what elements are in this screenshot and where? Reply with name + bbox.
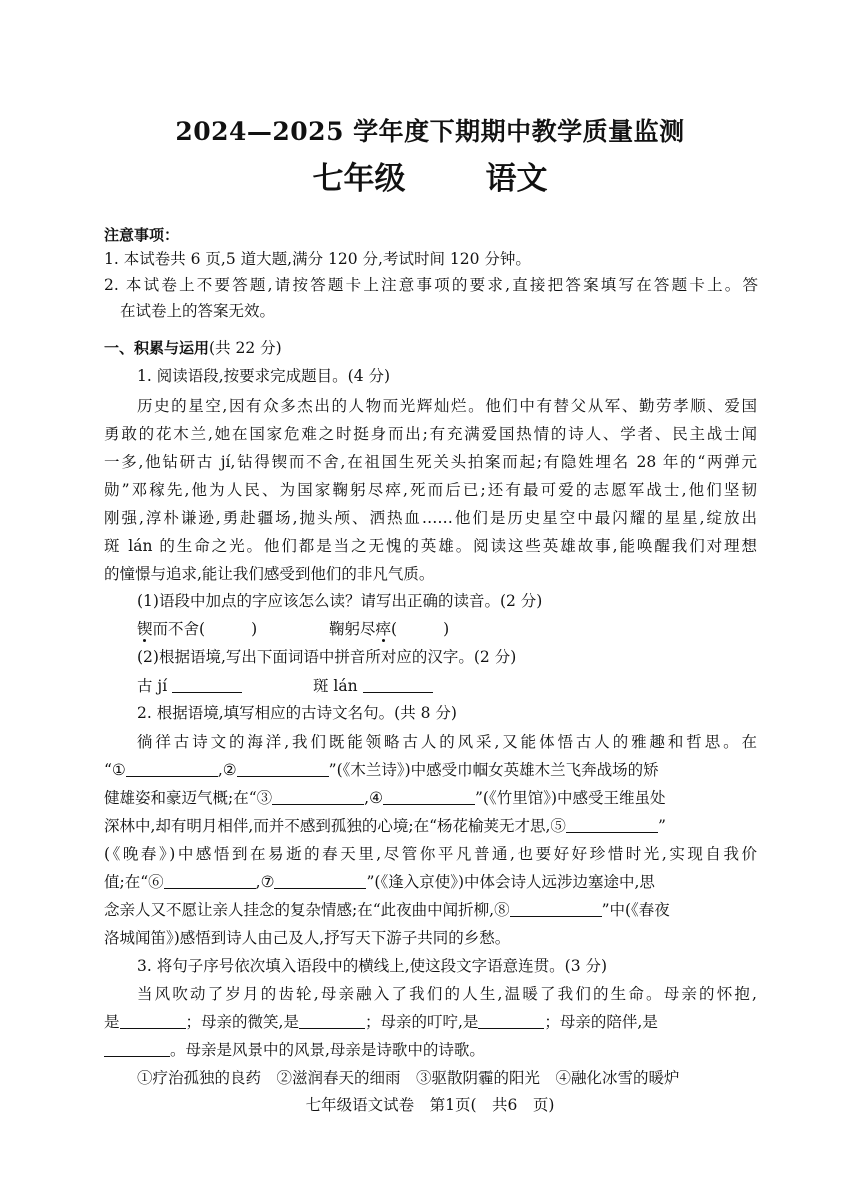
pinyin-ji: 古 jí — [137, 677, 168, 695]
passage-line: 历史的星空,因有众多杰出的人物而光辉灿烂。他们中有替父从军、勤劳孝顺、爱国 — [137, 397, 757, 415]
passage-line: 斑 lán 的生命之光。他们都是当之无愧的英雄。阅读这些英雄故事,能唤醒我们对理想 — [104, 537, 757, 555]
exam-title: 2024—2025 学年度下期期中教学质量监测 — [175, 117, 685, 146]
notice-item-2-cont: 在试卷上的答案无效。 — [120, 302, 276, 320]
q3-text: ；母亲的陪伴,是 — [544, 1013, 658, 1031]
emphasis-dot-char: 锲 — [137, 620, 153, 638]
answer-blank — [383, 788, 475, 805]
notice-item-1: 1. 本试卷共 6 页,5 道大题,满分 120 分,考试时间 120 分钟。 — [104, 250, 531, 268]
q2-line — [104, 787, 666, 809]
q3-line: 当风吹动了岁月的齿轮,母亲融入了我们的人生,温暖了我们的生命。母亲的怀抱, — [137, 985, 757, 1003]
question-1-title: 1. 阅读语段,按要求完成题目。(4 分) — [137, 367, 391, 385]
emphasis-dot-char: 瘁 — [375, 620, 392, 638]
answer-blank — [164, 872, 256, 889]
section-1-score: (共 22 分) — [209, 339, 282, 357]
q3-text: ；母亲的微笑,是 — [185, 1013, 299, 1031]
answer-blank — [299, 1012, 365, 1029]
question-1-1: (1)语段中加点的字应该怎么读？请写出正确的读音。(2 分) — [137, 592, 543, 610]
q3-options: ①疗治孤独的良药 ②滋润春天的细雨 ③驱散阴霾的阳光 ④融化冰雪的暖炉 — [137, 1069, 680, 1087]
q1-2-item-a — [137, 675, 242, 697]
q2-line — [104, 815, 666, 837]
q2-line: 徜徉古诗文的海洋,我们既能领略古人的风采,又能体悟古人的雅趣和哲思。在 — [137, 733, 757, 751]
blank-label: ,④ — [364, 789, 383, 807]
passage-line: 刚强,淳朴谦逊,勇赴疆场,抛头颅、洒热血……他们是历史星空中最闪耀的星星,绽放出 — [104, 509, 757, 527]
exam-subtitle — [0, 153, 860, 198]
passage-line: 的憧憬与追求,能让我们感受到他们的非凡气质。 — [104, 565, 435, 583]
notice-heading: 注意事项： — [104, 226, 180, 244]
blank-label: ,② — [217, 761, 237, 779]
answer-blank — [126, 760, 218, 777]
q3-text: 。母亲是风景中的风景,母亲是诗歌中的诗歌。 — [170, 1041, 485, 1059]
q1-1-item-a — [137, 618, 257, 640]
q3-text: 是 — [104, 1013, 120, 1031]
section-1-heading — [104, 337, 282, 359]
passage-line: 勋”邓稼先,他为人民、为国家鞠躬尽瘁,死而后已;还有最可爱的志愿军战士,他们坚韧 — [104, 481, 757, 499]
q2-text: 健雄姿和豪迈气概;在“③ — [104, 789, 273, 807]
answer-blank — [237, 760, 329, 777]
answer-blank — [478, 1012, 544, 1029]
notice-item-2: 2. 本试卷上不要答题,请按答题卡上注意事项的要求,直接把答案填写在答题卡上。答 — [104, 276, 758, 294]
subject-label: 语文 — [485, 161, 548, 197]
q1-1-word-a: 锲而不舍( — [137, 620, 206, 638]
passage-line: 勇敢的花木兰,她在国家危难之时挺身而出;有充满爱国热情的诗人、学者、民主战士闻 — [104, 425, 757, 443]
answer-blank — [363, 676, 433, 693]
answer-blank — [274, 872, 366, 889]
q2-text: 值;在“⑥ — [104, 873, 164, 891]
grade-label: 七年级 — [312, 161, 406, 197]
q2-text: ”(《竹里馆》)中感受王维虽处 — [474, 789, 666, 807]
paren-close: ) — [251, 620, 258, 638]
q1-2-item-b — [313, 675, 433, 697]
q2-line — [104, 871, 655, 893]
question-2-title: 2. 根据语境,填写相应的古诗文名句。(共 8 分) — [137, 704, 457, 722]
pinyin-lan: 斑 lán — [313, 677, 358, 695]
q2-line: 洛城闻笛》)感悟到诗人由己及人,抒写天下游子共同的乡愁。 — [104, 929, 511, 947]
q1-1-word-b: 鞠躬尽瘁( — [329, 620, 398, 638]
page-footer: 七年级语文试卷 第1页( 共6 页) — [305, 1096, 555, 1114]
q2-line — [104, 759, 659, 781]
question-1-2: (2)根据语境,写出下面词语中拼音所对应的汉字。(2 分) — [137, 648, 517, 666]
answer-blank — [120, 1012, 186, 1029]
q2-text: 念亲人又不愿让亲人挂念的复杂情感;在“此夜曲中闻折柳,⑧ — [104, 901, 510, 919]
blank-label: ,⑦ — [255, 873, 275, 891]
q2-line: (《晚春》)中感悟到在易逝的春天里,尽管你平凡普通,也要好好珍惜时光,实现自我价 — [104, 845, 757, 863]
answer-blank — [104, 1040, 170, 1057]
q2-text: 深林中,却有明月相伴,而并不感到孤独的心境;在“杨花榆荚无才思,⑤ — [104, 817, 566, 835]
q2-text: ”(《木兰诗》)中感受巾帼女英雄木兰飞奔战场的矫 — [328, 761, 659, 779]
q2-text: ” — [657, 817, 666, 835]
q2-text: ”中(《春夜 — [601, 901, 670, 919]
q3-line — [104, 1039, 485, 1061]
q2-line — [104, 899, 670, 921]
blank-label: “① — [104, 761, 126, 779]
q3-text: ；母亲的叮咛,是 — [364, 1013, 479, 1031]
paren-close: ) — [443, 620, 450, 638]
answer-blank — [172, 676, 242, 693]
question-3-title: 3. 将句子序号依次填入语段中的横线上,使这段文字语意连贯。(3 分) — [137, 957, 608, 975]
q3-line — [104, 1011, 758, 1033]
q2-text: ”(《逢入京使》)中体会诗人远涉边塞途中,思 — [366, 873, 655, 891]
answer-blank — [510, 900, 602, 917]
answer-blank — [566, 816, 658, 833]
passage-line: 一多,他钻研古 jí,钻得锲而不舍,在祖国生死关头拍案而起;有隐姓埋名 28 年的“两弹元 — [104, 453, 757, 471]
answer-blank — [272, 788, 364, 805]
q1-1-item-b — [329, 618, 449, 640]
section-1-title: 一、积累与运用 — [104, 339, 210, 357]
